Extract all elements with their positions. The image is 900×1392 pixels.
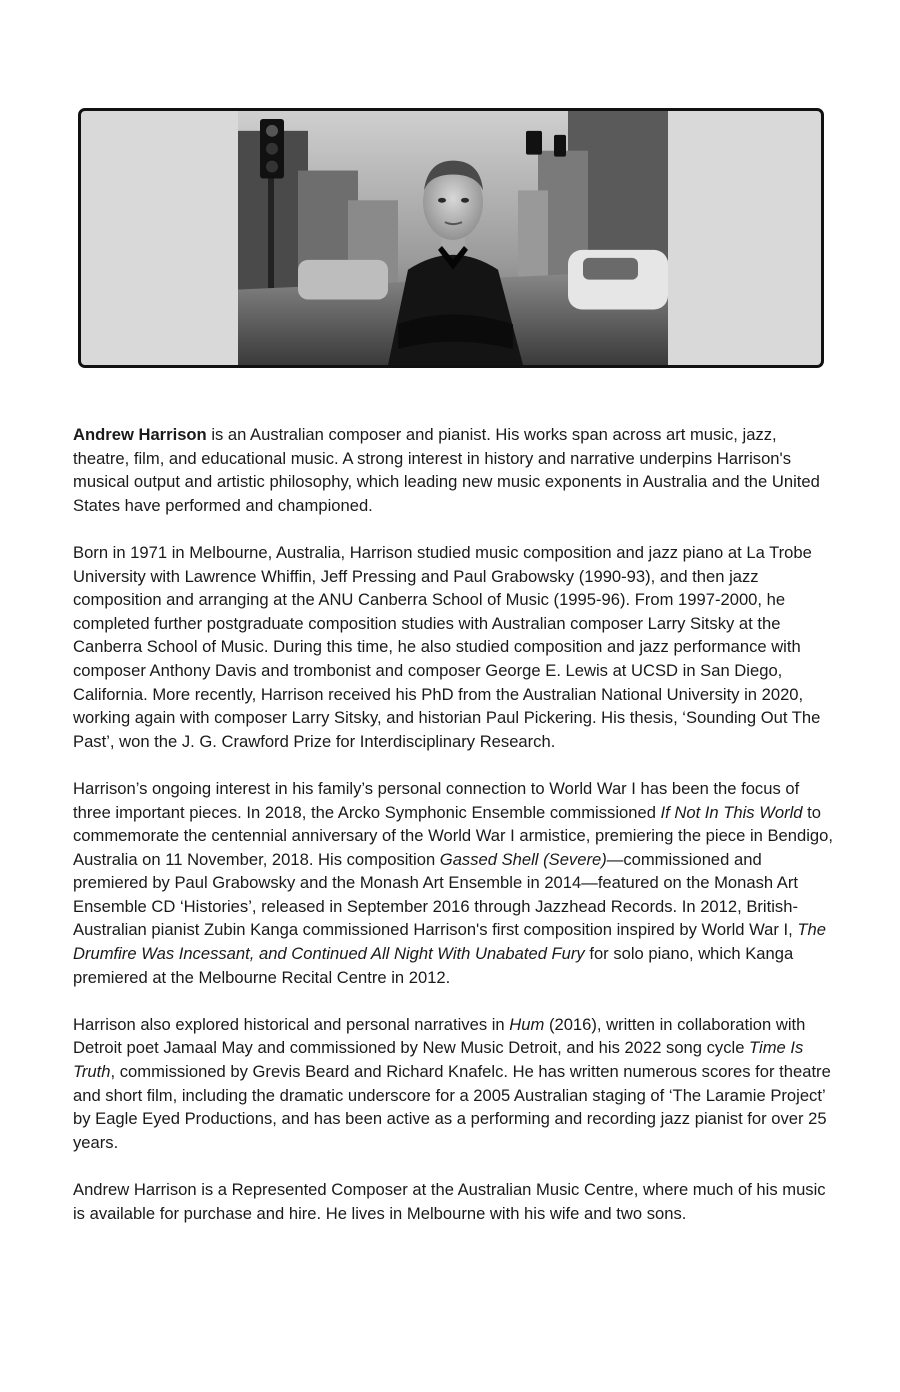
- other-text-1: Harrison also explored historical and personal narratives in: [73, 1014, 510, 1034]
- bio-paragraph-intro: [73, 423, 833, 517]
- work-title-if-not-in-this-world: If Not In This World: [660, 802, 803, 822]
- wwi-text-3: —commissioned and premiered by Paul Grabowsky and the Monash Art Ensemble in 2014—featured on the Monash Art Ensemble CD ‘Histories’, released in September 2016 through Jazzhead Records. In 2012, British-Australian pianist Zubin Kanga commissioned Harrison's first composition inspired by World War I,: [73, 849, 799, 940]
- bio-paragraph-education: Born in 1971 in Melbourne, Australia, Harrison studied music composition and jazz piano at La Trobe University with Lawrence Whiffin, Jeff Pressing and Paul Grabowsky (1990-93), and then jazz composition and arranging at the ANU Canberra School of Music (1995-96). From 1997-2000, he completed further postgraduate composition studies with Australian composer Larry Sitsky at the Canberra School of Music. During this time, he also studied composition and jazz performance with composer Anthony Davis and trombonist and composer George E. Lewis at UCSD in San Diego, California. More recently, Harrison received his PhD from the Australian National University in 2020, working again with composer Larry Sitsky, and historian Paul Pickering. His thesis, ‘Sounding Out The Past’, won the J. G. Crawford Prize for Interdisciplinary Research.: [73, 542, 821, 751]
- work-title-hum: Hum: [509, 1014, 545, 1034]
- wwi-text-1: Harrison’s ongoing interest in his family’s personal connection to World War I has been the focus of three important pieces. In 2018, the Arcko Symphonic Ensemble commissioned: [73, 778, 800, 822]
- intro-text: is an Australian composer and pianist. His works span across art music, jazz, theatre, film, and educational music. A strong interest in history and narrative underpins Harrison's musical output and artistic philosophy, which leading new music exponents in Australia and the United States have performed and championed.: [73, 425, 820, 515]
- other-text-2: (2016), written in collaboration with Detroit poet Jamaal May and commissioned by New Music Detroit, and his 2022 song cycle: [73, 1014, 806, 1058]
- other-text-3: , commissioned by Grevis Beard and Richard Knafelc. He has written numerous scores for theatre and short film, including the dramatic underscore for a 2005 Australian staging of ‘The Laramie Project’ by Eagle Eyed Productions, and has been active as a performing and recording jazz pianist for over 25 years.: [73, 1062, 831, 1152]
- bio-paragraph-other-works: [73, 1013, 833, 1155]
- portrait-photo: [238, 111, 668, 365]
- composer-name: Andrew Harrison: [73, 425, 207, 444]
- bio-text: [73, 423, 833, 1249]
- work-title-gassed-shell: Gassed Shell (Severe): [439, 849, 607, 869]
- wwi-text-2: to commemorate the centennial anniversary of the World War I armistice, premiering the piece in Bendigo, Australia on 11 November, 2018. His composition: [73, 802, 833, 869]
- wwi-text-4: for solo piano, which Kanga premiered at the Melbourne Recital Centre in 2012.: [73, 944, 794, 987]
- bio-paragraph-closing: Andrew Harrison is a Represented Composer at the Australian Music Centre, where much of his music is available for purchase and hire. He lives in Melbourne with his wife and two sons.: [73, 1180, 826, 1223]
- bio-paragraph-wwi-works: [73, 777, 833, 989]
- portrait-image: [238, 111, 668, 365]
- work-title-drumfire: The Drumfire Was Incessant, and Continued All Night With Unabated Fury: [73, 920, 826, 964]
- photo-frame: [78, 108, 824, 368]
- work-title-time-is-truth: Time Is Truth: [73, 1038, 804, 1082]
